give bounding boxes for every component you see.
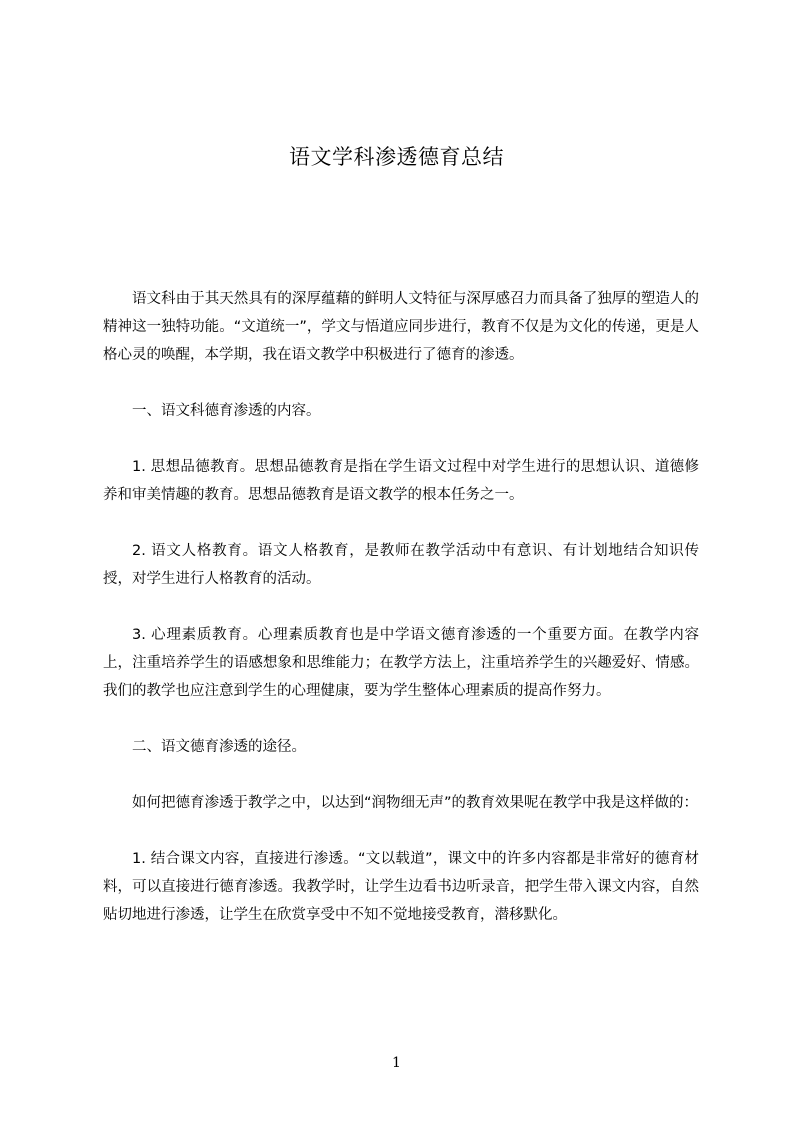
- section-heading-content: 一、语文科德育渗透的内容。: [132, 403, 321, 419]
- paragraph-gap: [103, 509, 699, 537]
- paragraph-gap: [103, 705, 699, 733]
- paragraph-gap: [103, 817, 699, 845]
- item-moral-education: 1. 思想品德教育。思想品德教育是指在学生语文过程中对学生进行的思想认识、道德修养和审美情趣的教育。思想品德教育是语文教学的根本任务之一。: [103, 459, 699, 503]
- document-title: 语文学科渗透德育总结: [289, 145, 504, 169]
- paragraph-gap: [103, 369, 699, 397]
- item-text-integration: 1. 结合课文内容，直接进行渗透。“文以载道”，课文中的许多内容都是非常好的德育材料，可以直接进行德育渗透。我教学时，让学生边看书边听录音，把学生带入课文内容，自然贴切地进行渗透，让学生在欣赏享受中不知不觉地接受教育，潜移默化。: [103, 851, 699, 923]
- paragraph-gap: [103, 593, 699, 621]
- intro-paragraph: 语文科由于其天然具有的深厚蕴藉的鲜明人文特征与深厚感召力而具备了独厚的塑造人的精神这一独特功能。“文道统一”，学文与悟道应同步进行，教育不仅是为文化的传递，更是人格心灵的唤醒，本学期，我在语文教学中积极进行了德育的渗透。: [103, 291, 699, 363]
- document-body: [103, 285, 699, 929]
- page-number: 1: [392, 1055, 401, 1071]
- paragraph-gap: [103, 761, 699, 789]
- item-psychological-education: 3. 心理素质教育。心理素质教育也是中学语文德育渗透的一个重要方面。在教学内容上，注重培养学生的语感想象和思维能力；在教学方法上，注重培养学生的兴趣爱好、情感。我们的教学也应注意到学生的心理健康，要为学生整体心理素质的提高作努力。: [103, 627, 699, 699]
- paragraph-gap: [103, 425, 699, 453]
- item-personality-education: 2. 语文人格教育。语文人格教育，是教师在教学活动中有意识、有计划地结合知识传授，对学生进行人格教育的活动。: [103, 543, 699, 587]
- section-heading-approach: 二、语文德育渗透的途径。: [132, 739, 306, 755]
- approach-intro-paragraph: 如何把德育渗透于教学之中，以达到“润物细无声”的教育效果呢在教学中我是这样做的：: [132, 795, 699, 811]
